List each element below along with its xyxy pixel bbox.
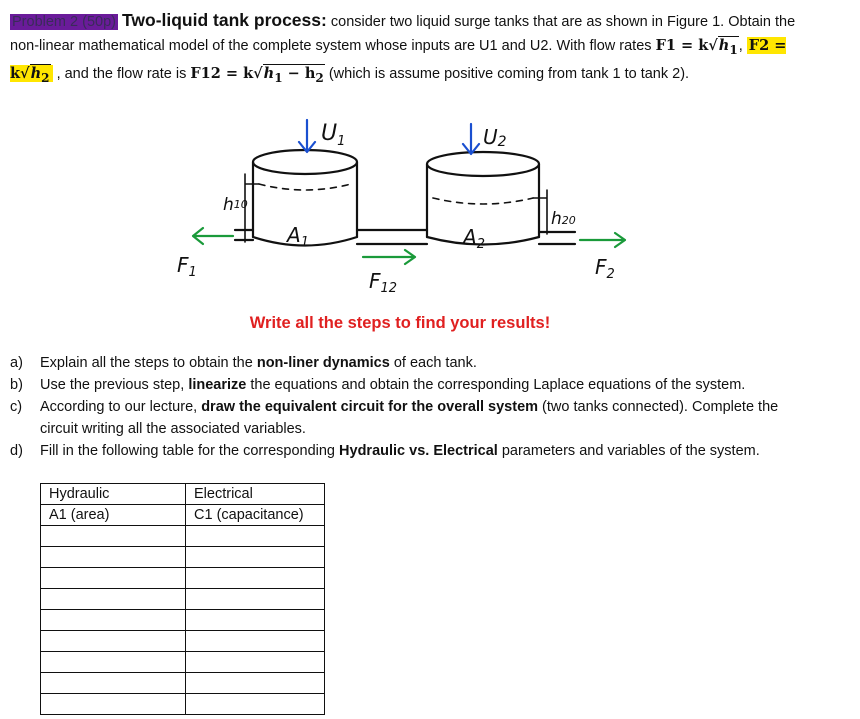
table-cell[interactable]: C1 (capacitance) (186, 505, 325, 526)
f1-label: $F_1$ (177, 253, 197, 280)
list-item (10, 440, 810, 462)
table-row (41, 505, 325, 526)
f2-label: $F_2$ (595, 255, 615, 282)
item-label: a) (10, 355, 23, 371)
item-label: c) (10, 399, 23, 415)
problem-tail: (which is assume positive coming from tank 1 to tank 2). (328, 65, 690, 82)
table-cell[interactable] (186, 694, 325, 715)
table-cell[interactable] (186, 610, 325, 631)
u1-label: $U_1$ (321, 121, 346, 149)
problem-label: Problem 2 (50p) (12, 14, 116, 30)
h10-label: h10 (223, 195, 248, 215)
table-header-hydraulic: Hydraulic (41, 484, 186, 505)
table-header-electrical: Electrical (186, 484, 325, 505)
table-row (41, 631, 325, 652)
table-row (41, 568, 325, 589)
table-cell[interactable] (41, 631, 186, 652)
table-cell[interactable] (186, 589, 325, 610)
problem-title: Two-liquid tank process: (122, 10, 327, 30)
item-text: Explain all the steps to obtain the non-liner dynamics of each tank. (40, 355, 477, 371)
u2-label: U2 (483, 125, 507, 150)
table-cell[interactable] (41, 526, 186, 547)
table-row (41, 694, 325, 715)
f12-label: $F_{12}$ (369, 269, 398, 296)
problem-statement: Problem 2 (50p) Two-liquid tank process: consider two liquid surge tanks that are as shown in Figure 1. Obtain the non-linear mathematical model of the complete system whose inputs are U1 and U2. With flow rates $F1 = k√h_1$, $F2 = k√h_2$ , and the flow rate is $F12 = k√h_1 - h_2$ (which is assume positive coming from tank 1 to tank 2). (10, 10, 796, 85)
item-text: Fill in the following table for the corresponding Hydraulic vs. Electrical parameters and variables of the system. (40, 443, 760, 459)
table-cell[interactable] (41, 568, 186, 589)
table-row (41, 652, 325, 673)
steps-note: Write all the steps to find your results! (249, 314, 551, 332)
table-cell[interactable] (41, 694, 186, 715)
table-cell[interactable] (186, 652, 325, 673)
table-cell[interactable] (186, 568, 325, 589)
item-label: d) (10, 443, 23, 459)
formula-mid: , and the flow rate is (56, 65, 187, 82)
table-cell[interactable] (41, 652, 186, 673)
table-row (41, 610, 325, 631)
a1-label: $A_1$ (287, 223, 309, 250)
hydraulic-electrical-table (40, 483, 325, 715)
item-text: According to our lecture, draw the equivalent circuit for the overall system (two tanks connected). Complete the circuit writing all the associated variables. (40, 399, 779, 437)
table-row (41, 526, 325, 547)
formula-f12: $F12 = k√h_1 - h_2$ (190, 64, 324, 85)
table-cell[interactable] (41, 547, 186, 568)
table-cell[interactable] (41, 673, 186, 694)
formula-f1: $F1 = k√h_1$ (655, 37, 738, 57)
a2-label: $A_2$ (463, 225, 485, 252)
list-item (10, 352, 810, 374)
table-header-row (41, 484, 325, 505)
problem-intro: consider two liquid surge tanks that are as shown in Figure 1. Obtain the non-linear mathematical model of the complete system whose inputs are U1 and U2. With flow rates (10, 14, 796, 54)
table-cell[interactable] (186, 526, 325, 547)
item-text: Use the previous step, linearize the equations and obtain the corresponding Laplace equations of the system. (40, 377, 746, 393)
question-list (10, 352, 810, 462)
table-cell[interactable] (186, 673, 325, 694)
table-row (41, 673, 325, 694)
item-label: b) (10, 377, 23, 393)
list-item (10, 396, 810, 440)
table-cell[interactable] (41, 610, 186, 631)
h20-label: h20 (551, 209, 576, 229)
table-cell[interactable] (186, 631, 325, 652)
table-cell[interactable] (41, 589, 186, 610)
table-cell[interactable]: A1 (area) (41, 505, 186, 526)
table-row (41, 547, 325, 568)
table-cell[interactable] (186, 547, 325, 568)
list-item (10, 374, 810, 396)
formula-f2: $F2 = k√h_2$ (10, 37, 787, 85)
tank-diagram (175, 112, 640, 307)
table-row (41, 589, 325, 610)
